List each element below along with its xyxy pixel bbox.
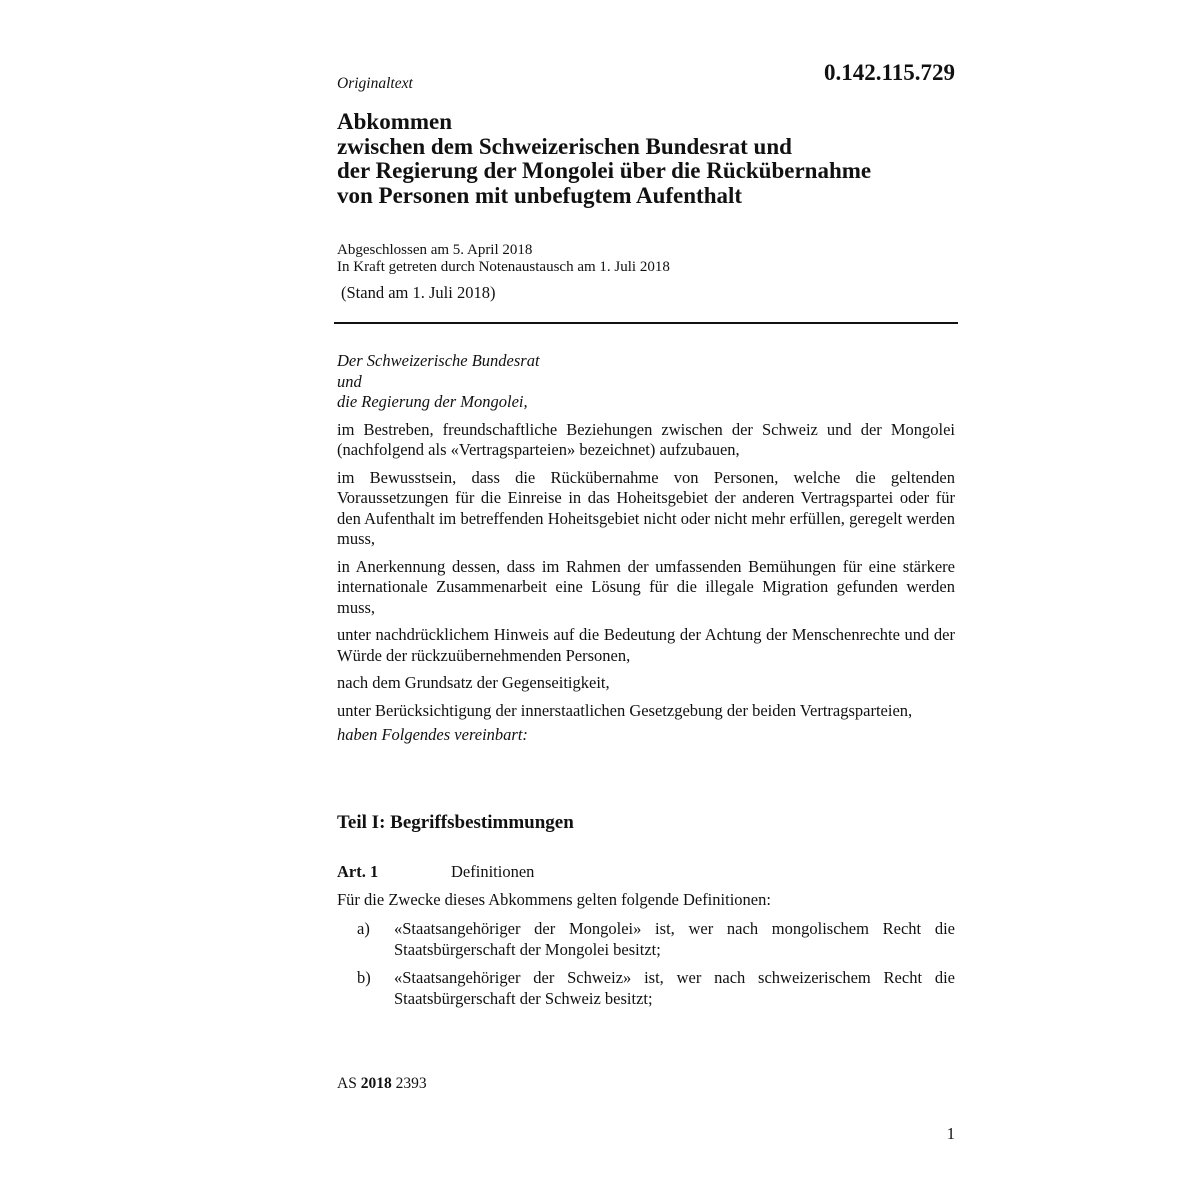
definitions-list (337, 919, 955, 1017)
preamble-clause: nach dem Grundsatz der Gegenseitigkeit, (337, 673, 610, 692)
article-intro: Für die Zwecke dieses Abkommens gelten folgende Definitionen: (337, 890, 771, 909)
party-line: die Regierung der Mongolei, (337, 392, 528, 411)
title-line: von Personen mit unbefugtem Aufenthalt (337, 182, 743, 208)
originaltext-label: Originaltext (337, 75, 413, 92)
concluded-date: Abgeschlossen am 5. April 2018 (337, 242, 533, 258)
document-meta (337, 242, 955, 276)
document-title (337, 110, 955, 208)
party-line: und (337, 371, 362, 391)
preamble (337, 351, 955, 746)
sr-number: 0.142.115.729 (824, 60, 955, 85)
article-title: Definitionen (451, 862, 535, 881)
status-date: (Stand am 1. Juli 2018) (341, 283, 496, 302)
list-item (337, 919, 955, 960)
preamble-clause: unter Berücksichtigung der innerstaatlichen Gesetzgebung der beiden Vertragsparteien, (337, 700, 913, 720)
article-heading (337, 862, 955, 883)
title-line: zwischen dem Schweizerischen Bundesrat und (337, 133, 792, 159)
official-compilation-ref (337, 1075, 427, 1093)
preamble-clause: unter nachdrücklichem Hinweis auf die Bedeutung der Achtung der Menschenrechte und der Würde der rückzuübernehmenden Personen, (337, 625, 955, 665)
as-year: 2018 (360, 1075, 392, 1092)
in-force-date: In Kraft getreten durch Notenaustausch am 1. Juli 2018 (337, 259, 670, 275)
part-heading: Teil I: Begriffsbestimmungen (337, 812, 574, 833)
list-item-key: b) (357, 968, 371, 987)
list-item (337, 968, 955, 1009)
preamble-clause: im Bewusstsein, dass die Rückübernahme von Personen, welche die geltenden Voraussetzungen für die Einreise in das Hoheitsgebiet der anderen Vertragspartei oder für den Aufenthalt im betreffenden Hoheitsgebiet nicht oder nicht mehr erfüllen, geregelt werden muss, (337, 467, 955, 548)
preamble-clause: im Bestreben, freundschaftliche Beziehungen zwischen der Schweiz und der Mongolei (nachfolgend als «Vertragsparteien» bezeichnet) aufzubauen, (337, 419, 955, 459)
party-line: Der Schweizerische Bundesrat (337, 351, 540, 370)
list-item-key: a) (357, 919, 370, 938)
list-item-text: «Staatsangehöriger der Schweiz» ist, wer nach schweizerischem Recht die Staatsbürgerschaft der Schweiz besitzt; (394, 968, 955, 1008)
preamble-closing: haben Folgendes vereinbart: (337, 725, 528, 744)
page-number: 1 (946, 1124, 955, 1143)
preamble-clause: in Anerkennung dessen, dass im Rahmen der umfassenden Bemühungen für eine stärkere internationale Zusammenarbeit eine Lösung für die illegale Migration gefunden werden muss, (337, 556, 955, 617)
article-number: Art. 1 (337, 862, 379, 881)
as-page: 2393 (395, 1075, 427, 1092)
title-line: Abkommen (337, 109, 453, 134)
as-prefix: AS (337, 1075, 357, 1092)
list-item-text: «Staatsangehöriger der Mongolei» ist, wer nach mongolischem Recht die Staatsbürgerschaft der Mongolei besitzt; (394, 919, 955, 959)
header-divider (334, 322, 958, 324)
title-line: der Regierung der Mongolei über die Rückübernahme (337, 158, 872, 183)
